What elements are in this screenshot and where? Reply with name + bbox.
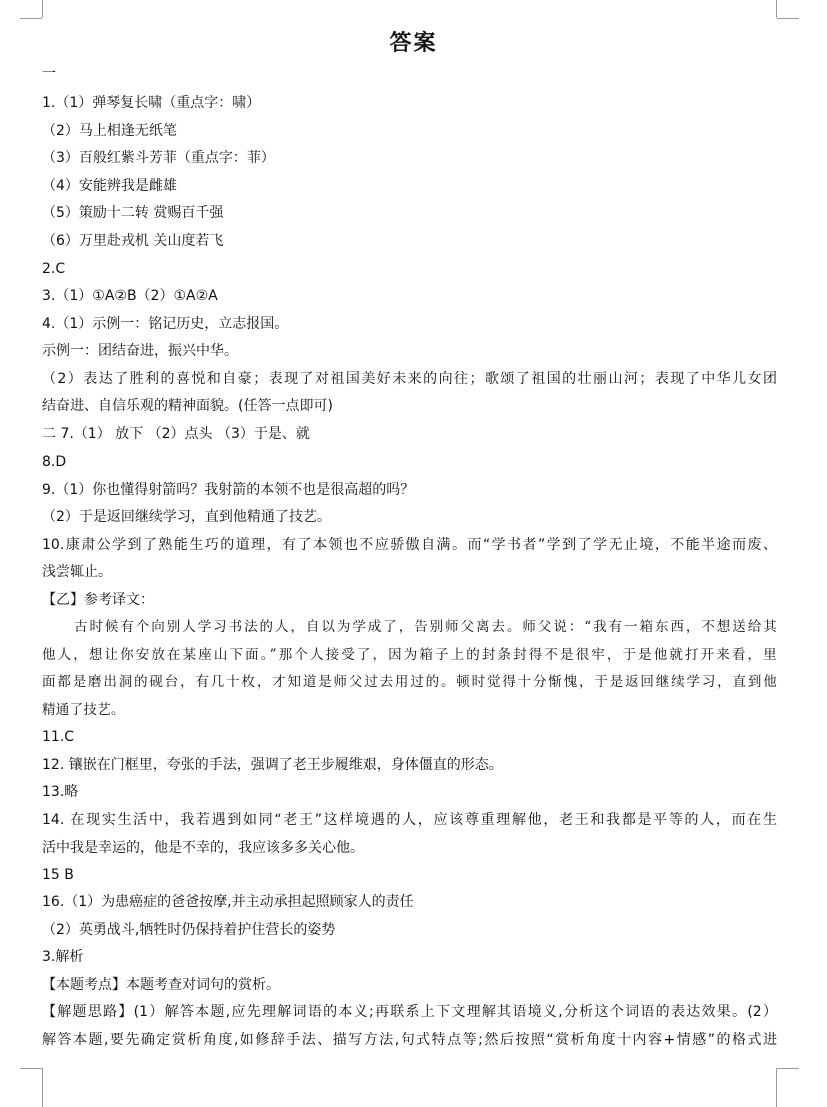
crop-mark-bottom-left: [20, 1068, 42, 1069]
answer-line: （2）马上相逢无纸笔: [42, 123, 177, 139]
answer-line: （5）策励十二转 赏赐百千强: [42, 205, 224, 221]
crop-mark-top-left: [42, 0, 43, 18]
answer-line: （4）安能辨我是雌雄: [42, 178, 177, 194]
answer-line: （2）表达了胜利的喜悦和自豪；表现了对祖国美好未来的向往；歌颂了祖国的壮丽山河；表现了中华儿女团: [42, 371, 777, 387]
answer-line: 2.C: [42, 261, 66, 277]
answer-line: 3.（1）①A②B（2）①A②A: [42, 288, 218, 304]
answer-line: （3）百般红紫斗芳菲（重点字：菲）: [42, 150, 275, 166]
answer-line: 10.康肃公学到了熟能生巧的道理，有了本领也不应骄傲自满。而“学书者”学到了学无止境，不能半途而废、: [42, 537, 777, 553]
answer-line: 11.C: [42, 729, 75, 745]
answer-line: 16.（1）为患癌症的爸爸按摩,并主动承担起照顾家人的责任: [42, 894, 414, 910]
answer-line: 示例一：团结奋进，振兴中华。: [42, 343, 238, 359]
answer-line: 4.（1）示例一：铭记历史，立志报国。: [42, 316, 289, 332]
answer-line: 【本题考点】本题考查对词句的赏析。: [42, 977, 280, 993]
answer-line: 13.略: [42, 784, 79, 800]
answer-line: 解答本题,要先确定赏析角度,如修辞手法、描写方法,句式特点等;然后按照“赏析角度十内容+情感”的格式进: [42, 1032, 777, 1048]
translation-line: 精通了技艺。: [42, 702, 125, 718]
answer-line: （6）万里赴戎机 关山度若飞: [42, 233, 224, 249]
translation-line: 面都是磨出洞的砚台，有几十枚，才知道是师父过去用过的。顿时觉得十分惭愧，于是返回继续学习，直到他: [42, 674, 777, 690]
answer-line: 【乙】参考译文：: [42, 592, 154, 608]
crop-mark-bottom-right: [776, 1068, 777, 1107]
answer-line: 9.（1）你也懂得射箭吗？我射箭的本领不也是很高超的吗？: [42, 482, 415, 498]
crop-mark-top-right: [777, 18, 799, 19]
answer-line: 15 B: [42, 867, 74, 883]
answer-line: （2）于是返回继续学习，直到他精通了技艺。: [42, 509, 331, 525]
answer-line: 14. 在现实生活中，我若遇到如同“老王”这样境遇的人，应该尊重理解他，老王和我都是平等的人，而在生: [42, 812, 777, 828]
translation-line: 他人，想让你安放在某座山下面。”那个人接受了，因为箱子上的封条封得不是很牢，于是他就打开来看，里: [42, 647, 777, 663]
answer-line: （2）英勇战斗,牺牲时仍保持着护住营长的姿势: [42, 922, 336, 938]
answer-line: 12. 镶嵌在门框里，夸张的手法，强调了老王步履维艰，身体僵直的形态。: [42, 757, 503, 773]
answer-line: 浅尝辄止。: [42, 564, 112, 580]
answer-line: 活中我是幸运的，他是不幸的，我应该多多关心他。: [42, 840, 364, 856]
answer-line: 【解题思路】(1）解答本题,应先理解词语的本义;再联系上下文理解其语境义,分析这个词语的表达效果。(2）: [42, 1004, 777, 1020]
page-title: 答案: [389, 30, 438, 56]
crop-mark-top-right: [776, 0, 777, 18]
answer-line: 1.（1）弹琴复长啸（重点字：啸）: [42, 95, 261, 111]
section-heading: 一: [42, 66, 56, 82]
answer-line: 8.D: [42, 454, 67, 470]
answer-line: 结奋进、自信乐观的精神面貌。(任答一点即可): [42, 398, 333, 414]
crop-mark-top-left: [20, 18, 42, 19]
answer-line: 二 7.（1） 放下 （2）点头 （3）于是、就: [42, 426, 310, 442]
crop-mark-bottom-right: [777, 1068, 799, 1069]
translation-line: 古时候有个向别人学习书法的人，自以为学成了，告别师父离去。师父说：“我有一箱东西，不想送给其: [74, 619, 777, 635]
crop-mark-bottom-left: [42, 1068, 43, 1107]
answer-line: 3.解析: [42, 949, 84, 965]
